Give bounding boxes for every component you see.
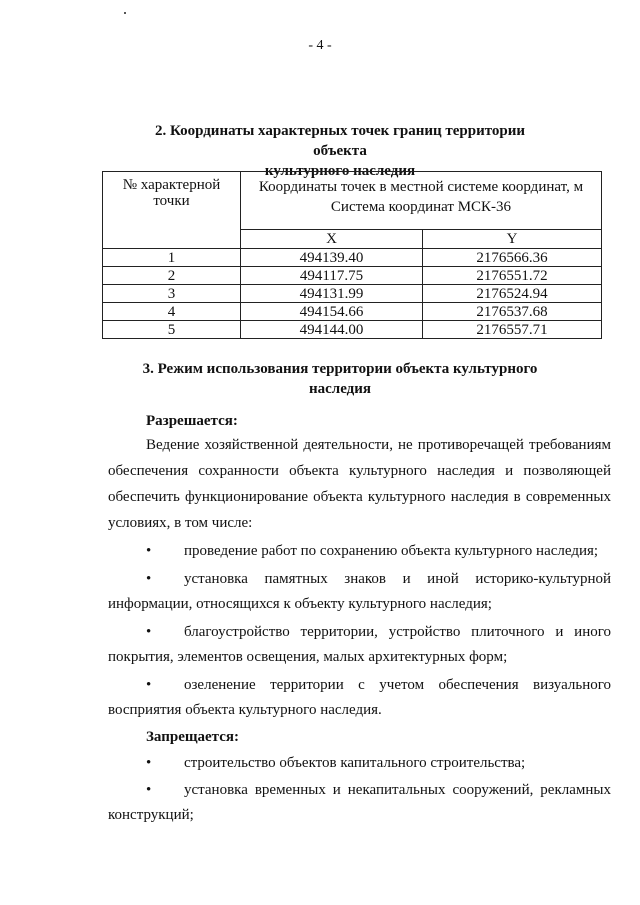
bullet-icon: • bbox=[146, 543, 152, 559]
table-row bbox=[103, 321, 602, 339]
point-number: 4 bbox=[103, 303, 241, 321]
allowed-intro-line4: условиях, в том числе: bbox=[108, 515, 253, 531]
forbidden-label: Запрещается: bbox=[146, 729, 240, 745]
allowed-label: Разрешается: bbox=[146, 413, 238, 429]
col-x-header: X bbox=[241, 230, 423, 249]
x-value: 494144.00 bbox=[241, 321, 423, 339]
col-y-header: Y bbox=[423, 230, 602, 249]
section-2-title-line2: культурного наследия bbox=[264, 163, 416, 179]
col-coordinates-header-line2: Система координат МСК-36 bbox=[330, 199, 512, 215]
allowed-bullet-4-line2: восприятия объекта культурного наследия. bbox=[108, 702, 382, 718]
x-value: 494131.99 bbox=[241, 285, 423, 303]
bullet-icon: • bbox=[146, 677, 152, 693]
table-row bbox=[103, 303, 602, 321]
x-value: 494139.40 bbox=[241, 249, 423, 267]
allowed-bullet-1: проведение работ по сохранению объекта культурного наследия; bbox=[184, 543, 599, 559]
table-row bbox=[103, 285, 602, 303]
coordinates-table bbox=[102, 171, 602, 339]
col-coordinates-header-line1: Координаты точек в местной системе координат, м bbox=[258, 179, 584, 195]
y-value: 2176537.68 bbox=[423, 303, 602, 321]
allowed-bullet-3-line1: благоустройство территории, устройство плиточного и иного bbox=[184, 624, 611, 640]
allowed-bullet-3-line2: покрытия, элементов освещения, малых архитектурных форм; bbox=[108, 649, 508, 665]
forbidden-bullet-1: строительство объектов капитального строительства; bbox=[184, 755, 526, 771]
forbidden-bullet-2-line1: установка временных и некапитальных сооружений, рекламных bbox=[184, 782, 611, 798]
bullet-icon: • bbox=[146, 571, 152, 587]
point-number: 1 bbox=[103, 249, 241, 267]
col-coordinates-header bbox=[241, 172, 602, 230]
allowed-intro-line3: обеспечить функционирование объекта культурного наследия в современных bbox=[108, 489, 611, 505]
section-3-title-line1: 3. Режим использования территории объекта культурного bbox=[142, 361, 538, 377]
y-value: 2176551.72 bbox=[423, 267, 602, 285]
point-number: 5 bbox=[103, 321, 241, 339]
col-point-number-header-line1: № характерной bbox=[122, 177, 221, 193]
y-value: 2176557.71 bbox=[423, 321, 602, 339]
col-point-number-header bbox=[103, 172, 241, 249]
section-3-title-line2: наследия bbox=[308, 381, 372, 397]
y-value: 2176524.94 bbox=[423, 285, 602, 303]
allowed-bullet-2-line1: установка памятных знаков и иной историко-культурной bbox=[184, 571, 611, 587]
x-value: 494154.66 bbox=[241, 303, 423, 321]
table-row bbox=[103, 249, 602, 267]
allowed-intro-line2: обеспечения сохранности объекта культурного наследия и позволяющей bbox=[108, 463, 611, 479]
scan-mark bbox=[124, 12, 126, 14]
section-2-title-line1: 2. Координаты характерных точек границ территории объекта bbox=[154, 123, 526, 159]
x-value: 494117.75 bbox=[241, 267, 423, 285]
section-3-title bbox=[130, 359, 550, 399]
point-number: 2 bbox=[103, 267, 241, 285]
allowed-bullet-4-line1: озеленение территории с учетом обеспечения визуального bbox=[184, 677, 611, 693]
point-number: 3 bbox=[103, 285, 241, 303]
y-value: 2176566.36 bbox=[423, 249, 602, 267]
bullet-icon: • bbox=[146, 755, 152, 771]
bullet-icon: • bbox=[146, 782, 152, 798]
forbidden-bullet-2-line2: конструкций; bbox=[108, 807, 194, 823]
table-row bbox=[103, 267, 602, 285]
col-point-number-header-line2: точки bbox=[153, 193, 190, 209]
page-number: - 4 - bbox=[308, 38, 332, 53]
allowed-intro-line1: Ведение хозяйственной деятельности, не противоречащей требованиям bbox=[146, 437, 611, 453]
allowed-bullet-2-line2: информации, относящихся к объекту культурного наследия; bbox=[108, 596, 492, 612]
bullet-icon: • bbox=[146, 624, 152, 640]
